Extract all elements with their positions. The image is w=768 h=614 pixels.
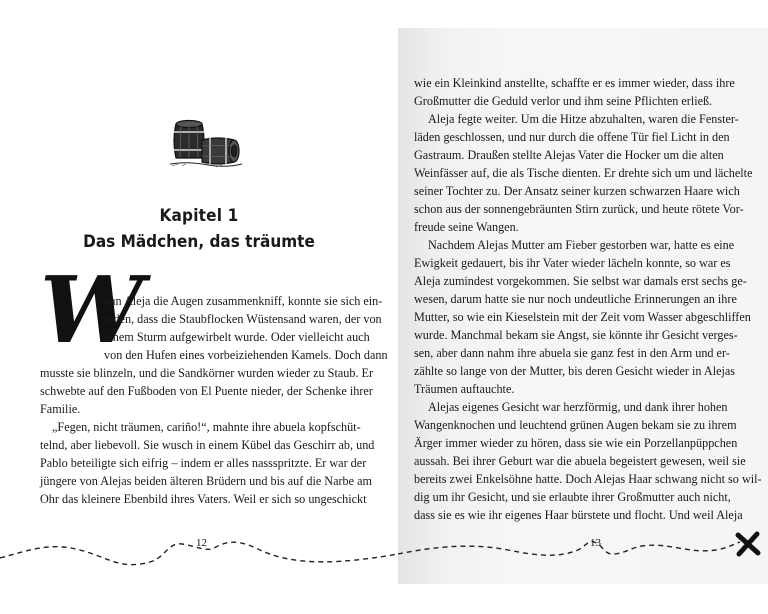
text-line: Nachdem Alejas Mutter am Fieber gestorben war, hatte es eine bbox=[428, 238, 735, 252]
text-line: Ohr das kleinere Ebenbild ihres Vaters. Weil er sich so ungeschickt bbox=[40, 492, 367, 506]
text-line: wie ein Kleinkind anstellte, schaffte er es immer wieder, dass ihre bbox=[414, 76, 735, 90]
text-line: Aleja zumindest vorgekommen. Sie selbst war damals erst sechs ge- bbox=[414, 274, 747, 288]
text-line: Ewigkeit gedauert, bis ihr Vater wieder lächeln konnte, so war es bbox=[414, 256, 731, 270]
text-line: Mutter, so wie ein Kieselstein mit der Zeit vom Wasser abgeschliffen bbox=[414, 310, 751, 324]
text-line: Pablo beteiligte sich eifrig – indem er alles nassspritzte. Er war der bbox=[40, 456, 367, 470]
text-line: schon aus der sonnengebräunten Stirn zurück, und heute rötete Vor- bbox=[414, 202, 744, 216]
text-line: telnd, aber liebevoll. Sie wusch in einem Kübel das Geschirr ab, und bbox=[40, 438, 375, 452]
drop-cap bbox=[40, 256, 144, 364]
text-line: dass sie es wie ihr eigenes Haar bürstete und flocht. Und weil Aleja bbox=[414, 508, 743, 522]
text-line: wesen, darum hatte sie nur noch undeutliche Erinnerungen an ihre bbox=[414, 292, 737, 306]
text-line: musste sie blinzeln, und die Sandkörner wurden wieder zu Staub. Er bbox=[40, 366, 374, 380]
barrels-illustration bbox=[168, 118, 244, 168]
text-line: einem Sturm aufgewirbelt wurde. Oder vielleicht auch bbox=[104, 330, 370, 344]
text-line: Ärger immer wieder zu hören, dass sie wie ein Porzellanpüppchen bbox=[414, 436, 738, 450]
text-line: sen, aber dann nahm ihre abuela sie ganz fest in den Arm und er- bbox=[414, 346, 730, 360]
text-line: Großmutter die Geduld verlor und ihm seine Pflichten erließ. bbox=[414, 94, 713, 108]
dashed-trail-decoration bbox=[0, 520, 398, 580]
text-line: „Fegen, nicht träumen, cariño!“, mahnte ihre abuela kopfschüt- bbox=[52, 420, 361, 434]
text-line: freude seine Wangen. bbox=[414, 220, 519, 234]
chapter-title: Das Mädchen, das träumte bbox=[83, 232, 315, 252]
text-line: zählte so lange von der Mutter, bis deren Gesicht wieder in Alejas bbox=[414, 364, 736, 378]
text-line: Gastraum. Draußen stellte Alejas Vater die Hocker um die alten bbox=[414, 148, 724, 162]
x-mark-icon bbox=[734, 530, 762, 558]
text-line: Familie. bbox=[40, 402, 81, 416]
text-line: reden, dass die Staubflocken Wüstensand waren, der von bbox=[104, 312, 382, 326]
chapter-number: Kapitel 1 bbox=[159, 206, 239, 226]
text-line: aussah. Bei ihrer Geburt war die abuela begeistert gewesen, weil sie bbox=[414, 454, 746, 468]
page-number-right: 13 bbox=[590, 537, 601, 549]
text-line: von den Hufen eines vorbeiziehenden Kamels. Doch dann bbox=[104, 348, 388, 362]
text-line: Alejas eigenes Gesicht war herzförmig, und dank ihrer hohen bbox=[428, 400, 728, 414]
page-number-left: 12 bbox=[196, 537, 207, 549]
text-line: Weinfässer auf, die als Tische dienten. Er drehte sich um und lächelte bbox=[414, 166, 753, 180]
dashed-trail-decoration bbox=[398, 520, 768, 580]
text-line: Aleja fegte weiter. Um die Hitze abzuhalten, waren die Fenster- bbox=[428, 112, 739, 126]
text-line: wurde. Manchmal bekam sie Angst, sie könnte ihr Gesicht verges- bbox=[414, 328, 738, 342]
text-line: Träumen auftauchte. bbox=[414, 382, 515, 396]
text-line: Wangenknochen und leuchtend grünen Augen bekam sie zu ihrem bbox=[414, 418, 737, 432]
text-line: schwebte auf den Fußboden von El Puente nieder, der Schenke ihrer bbox=[40, 384, 373, 398]
text-line: läden geschlossen, und nur durch die offene Tür fiel Licht in den bbox=[414, 130, 730, 144]
text-line: seiner Tochter zu. Der Ansatz seiner kurzen schwarzen Haare wich bbox=[414, 184, 740, 198]
text-line: enn Aleja die Augen zusammenkniff, konnte sie sich ein- bbox=[104, 294, 383, 308]
text-line: dig um ihr Gesicht, und sie erlaubte ihrer Großmutter auch nicht, bbox=[414, 490, 731, 504]
drop-cap-letter: W bbox=[40, 256, 144, 364]
text-line: jüngere von Alejas beiden älteren Brüdern und bis auf die Narbe am bbox=[40, 474, 372, 488]
text-line: bereits zwei Enkelsöhne hatte. Doch Alejas Haar schwang nicht so wil- bbox=[414, 472, 762, 486]
